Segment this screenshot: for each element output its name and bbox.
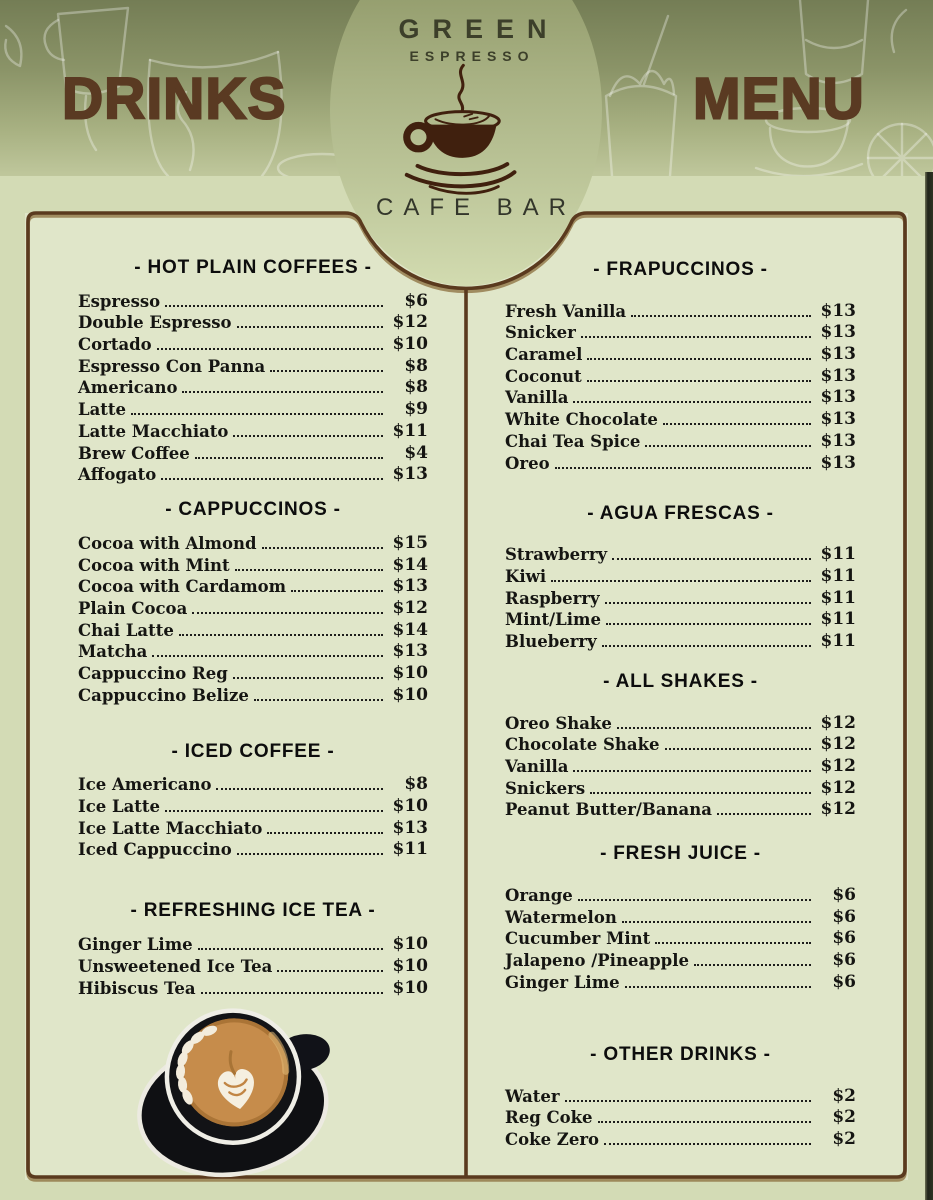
dot-leader bbox=[157, 348, 383, 350]
dot-leader bbox=[201, 992, 383, 994]
item-name: Orange bbox=[505, 886, 573, 906]
item-price: $8 bbox=[404, 377, 428, 398]
menu-item-row bbox=[505, 754, 856, 776]
dot-leader bbox=[131, 413, 383, 415]
item-price: $13 bbox=[392, 464, 428, 485]
item-name: Raspberry bbox=[505, 588, 600, 608]
item-name: Latte bbox=[78, 400, 127, 420]
section-items bbox=[505, 1084, 856, 1149]
menu-item-row bbox=[505, 970, 856, 992]
menu-item-row bbox=[505, 564, 856, 586]
item-name: Oreo Shake bbox=[505, 713, 612, 733]
item-price: $11 bbox=[392, 839, 428, 860]
item-price: $12 bbox=[820, 777, 856, 798]
dot-leader bbox=[612, 558, 811, 560]
item-name: Reg Coke bbox=[505, 1108, 593, 1128]
section-items bbox=[505, 543, 856, 651]
dot-leader bbox=[179, 634, 383, 636]
menu-item-row bbox=[78, 596, 428, 618]
item-name: Ice Americano bbox=[78, 775, 212, 795]
menu-item-row bbox=[505, 905, 856, 927]
item-price: $10 bbox=[392, 934, 428, 955]
menu-item-row bbox=[505, 629, 856, 651]
menu-item-row bbox=[505, 798, 856, 820]
menu-item-row bbox=[78, 419, 428, 441]
dot-leader bbox=[578, 899, 811, 901]
dot-leader bbox=[267, 832, 383, 834]
menu-item-row bbox=[78, 354, 428, 376]
item-name: Iced Cappuccino bbox=[78, 840, 232, 860]
menu-item-row bbox=[78, 397, 428, 419]
item-price: $13 bbox=[820, 300, 856, 321]
dot-leader bbox=[152, 655, 383, 657]
dot-leader bbox=[717, 813, 811, 815]
section-title: - ALL SHAKES - bbox=[603, 670, 758, 693]
dot-leader bbox=[617, 727, 811, 729]
menu-item-row bbox=[505, 776, 856, 798]
dot-leader bbox=[606, 623, 811, 625]
item-price: $13 bbox=[820, 430, 856, 451]
dot-leader bbox=[165, 305, 383, 307]
item-name: Water bbox=[505, 1086, 560, 1106]
menu-section bbox=[78, 739, 428, 860]
dot-leader bbox=[598, 1121, 811, 1123]
dot-leader bbox=[555, 467, 811, 469]
brand-subtitle: ESPRESSO bbox=[409, 48, 535, 64]
item-name: Fresh Vanilla bbox=[505, 301, 627, 321]
item-price: $12 bbox=[820, 712, 856, 733]
item-price: $6 bbox=[832, 928, 856, 949]
menu-item-row bbox=[78, 531, 428, 553]
dot-leader bbox=[233, 677, 383, 679]
item-price: $8 bbox=[404, 774, 428, 795]
item-name: Americano bbox=[78, 378, 178, 398]
section-title: - OTHER DRINKS - bbox=[590, 1043, 771, 1066]
section-items bbox=[78, 289, 428, 484]
menu-item-row bbox=[505, 543, 856, 565]
item-name: Cappuccino Reg bbox=[78, 664, 228, 683]
dot-leader bbox=[573, 401, 811, 403]
item-price: $6 bbox=[832, 885, 856, 906]
menu-section bbox=[78, 497, 428, 705]
menu-item-row bbox=[78, 376, 428, 398]
menu-item-row bbox=[505, 883, 856, 905]
menu-item-row bbox=[505, 342, 856, 364]
dot-leader bbox=[551, 580, 811, 582]
menu-item-row bbox=[78, 640, 428, 662]
dot-leader bbox=[237, 326, 383, 328]
menu-section bbox=[505, 841, 856, 991]
item-name: Snickers bbox=[505, 778, 586, 798]
menu-item-row bbox=[505, 429, 856, 451]
dot-leader bbox=[625, 986, 811, 988]
item-name: Ice Latte Macchiato bbox=[78, 818, 263, 838]
dot-leader bbox=[605, 602, 811, 604]
dot-leader bbox=[291, 590, 383, 592]
item-name: Ginger Lime bbox=[78, 935, 193, 955]
menu-item-row bbox=[505, 386, 856, 408]
menu-item-row bbox=[505, 733, 856, 755]
dot-leader bbox=[665, 748, 811, 750]
menu-item-row bbox=[505, 1127, 856, 1149]
menu-column-right bbox=[505, 257, 856, 1149]
item-price: $15 bbox=[392, 532, 428, 553]
item-name: Snicker bbox=[505, 323, 576, 343]
dot-leader bbox=[587, 380, 811, 382]
section-title: - REFRESHING ICE TEA - bbox=[130, 900, 376, 922]
menu-item-row bbox=[78, 575, 428, 597]
dot-leader bbox=[198, 948, 383, 950]
item-price: $6 bbox=[832, 950, 856, 971]
item-name: Latte Macchiato bbox=[78, 421, 229, 441]
dot-leader bbox=[195, 457, 383, 459]
dot-leader bbox=[694, 964, 811, 966]
item-price: $11 bbox=[392, 420, 428, 441]
menu-item-row bbox=[78, 794, 428, 816]
dot-leader bbox=[602, 645, 811, 647]
item-name: Matcha bbox=[78, 642, 148, 662]
menu-item-row bbox=[505, 586, 856, 608]
item-name: Jalapeno /Pineapple bbox=[505, 951, 689, 971]
dot-leader bbox=[254, 699, 383, 701]
item-name: Oreo bbox=[505, 453, 550, 473]
dot-leader bbox=[645, 445, 811, 447]
dot-leader bbox=[587, 358, 811, 360]
menu-item-row bbox=[505, 948, 856, 970]
item-price: $11 bbox=[820, 544, 856, 565]
item-name: Mint/Lime bbox=[505, 610, 602, 630]
item-price: $12 bbox=[820, 756, 856, 776]
dot-leader bbox=[581, 336, 811, 338]
section-title: - ICED COFFEE - bbox=[171, 740, 335, 762]
menu-item-row bbox=[505, 1084, 856, 1106]
item-price: $12 bbox=[820, 799, 856, 820]
item-name: Strawberry bbox=[505, 545, 608, 565]
brand-tagline: CAFE BAR bbox=[375, 194, 577, 221]
item-price: $11 bbox=[820, 565, 856, 586]
item-name: Chocolate Shake bbox=[505, 735, 660, 755]
section-items bbox=[505, 883, 856, 991]
menu-item-row bbox=[78, 683, 428, 705]
page-title-drinks: DRINKS bbox=[62, 66, 287, 132]
menu-item-row bbox=[505, 321, 856, 343]
item-price: $12 bbox=[392, 312, 428, 333]
section-items bbox=[78, 773, 428, 860]
item-name: Espresso Con Panna bbox=[78, 356, 266, 376]
item-name: Brew Coffee bbox=[78, 443, 190, 463]
dot-leader bbox=[622, 921, 811, 923]
item-name: Coconut bbox=[505, 366, 582, 386]
menu-item-row bbox=[78, 838, 428, 860]
menu-item-row bbox=[505, 1106, 856, 1128]
menu-column-left bbox=[78, 255, 428, 998]
section-title: - CAPPUCCINOS - bbox=[165, 498, 341, 521]
item-price: $6 bbox=[832, 971, 856, 992]
menu-item-row bbox=[78, 332, 428, 354]
section-title: - AGUA FRESCAS - bbox=[587, 502, 774, 524]
menu-section bbox=[505, 669, 856, 819]
dot-leader bbox=[631, 315, 811, 317]
item-price: $6 bbox=[832, 906, 856, 927]
item-price: $11 bbox=[820, 609, 856, 630]
item-name: Cucumber Mint bbox=[505, 929, 651, 949]
menu-item-row bbox=[78, 932, 428, 954]
menu-item-row bbox=[505, 364, 856, 386]
brand-name: GREEN bbox=[398, 14, 560, 44]
dot-leader bbox=[233, 435, 383, 437]
item-name: Espresso bbox=[78, 291, 161, 311]
dot-leader bbox=[565, 1100, 811, 1102]
menu-item-row bbox=[78, 463, 428, 485]
section-items bbox=[78, 932, 428, 997]
item-price: $10 bbox=[392, 684, 428, 705]
dot-leader bbox=[573, 770, 811, 772]
menu-item-row bbox=[505, 407, 856, 429]
dot-leader bbox=[192, 612, 383, 614]
section-title: - FRAPUCCINOS - bbox=[593, 258, 768, 281]
item-price: $2 bbox=[832, 1085, 856, 1106]
item-price: $13 bbox=[820, 409, 856, 430]
item-price: $13 bbox=[820, 344, 856, 365]
item-price: $10 bbox=[392, 663, 428, 683]
menu-section bbox=[505, 257, 856, 473]
item-price: $6 bbox=[404, 290, 428, 311]
dot-leader bbox=[590, 792, 811, 794]
dot-leader bbox=[663, 423, 811, 425]
item-name: Chai Latte bbox=[78, 620, 174, 640]
dot-leader bbox=[235, 569, 383, 571]
menu-section bbox=[505, 1042, 856, 1149]
item-name: Hibiscus Tea bbox=[78, 978, 196, 998]
section-title: - FRESH JUICE - bbox=[600, 843, 761, 865]
dot-leader bbox=[182, 391, 383, 393]
dot-leader bbox=[277, 970, 383, 972]
item-name: Kiwi bbox=[505, 566, 547, 586]
item-price: $9 bbox=[404, 399, 428, 420]
item-name: Peanut Butter/Banana bbox=[505, 800, 712, 820]
item-name: Vanilla bbox=[505, 388, 569, 408]
item-price: $8 bbox=[404, 355, 428, 376]
menu-item-row bbox=[505, 711, 856, 733]
menu-item-row bbox=[78, 289, 428, 311]
item-price: $10 bbox=[392, 796, 428, 817]
item-price: $13 bbox=[820, 452, 856, 473]
item-name: Chai Tea Spice bbox=[505, 431, 641, 451]
item-price: $13 bbox=[392, 817, 428, 838]
item-name: Cocoa with Cardamom bbox=[78, 577, 287, 597]
item-price: $10 bbox=[392, 977, 428, 998]
menu-item-row bbox=[505, 299, 856, 321]
item-price: $4 bbox=[404, 442, 428, 463]
item-price: $13 bbox=[392, 576, 428, 597]
menu-item-row bbox=[78, 773, 428, 795]
item-name: Unsweetened Ice Tea bbox=[78, 956, 273, 976]
item-name: Blueberry bbox=[505, 631, 597, 651]
item-price: $10 bbox=[392, 334, 428, 355]
dot-leader bbox=[655, 942, 811, 944]
item-price: $13 bbox=[820, 322, 856, 343]
dot-leader bbox=[165, 810, 383, 812]
item-name: Caramel bbox=[505, 345, 583, 365]
section-items bbox=[505, 299, 856, 473]
item-name: Cocoa with Almond bbox=[78, 533, 257, 553]
item-name: Vanilla bbox=[505, 757, 569, 776]
section-items bbox=[78, 531, 428, 705]
menu-item-row bbox=[78, 816, 428, 838]
item-price: $2 bbox=[832, 1128, 856, 1149]
item-name: Affogato bbox=[78, 465, 157, 485]
menu-item-row bbox=[505, 927, 856, 949]
dot-leader bbox=[604, 1143, 811, 1145]
section-title: - HOT PLAIN COFFEES - bbox=[134, 256, 372, 279]
item-price: $10 bbox=[392, 955, 428, 976]
menu-item-row bbox=[505, 608, 856, 630]
item-name: Cocoa with Mint bbox=[78, 555, 230, 575]
menu-item-row bbox=[78, 553, 428, 575]
menu-item-row bbox=[78, 954, 428, 976]
dot-leader bbox=[237, 853, 383, 855]
item-price: $11 bbox=[820, 630, 856, 651]
item-name: Plain Cocoa bbox=[78, 598, 188, 618]
item-price: $13 bbox=[392, 641, 428, 662]
item-name: Coke Zero bbox=[505, 1129, 600, 1149]
item-price: $12 bbox=[820, 734, 856, 755]
section-items bbox=[505, 711, 856, 819]
item-price: $2 bbox=[832, 1107, 856, 1128]
dot-leader bbox=[161, 478, 383, 480]
menu-item-row bbox=[78, 976, 428, 998]
page-edge-shadow bbox=[925, 172, 933, 1200]
item-price: $13 bbox=[820, 365, 856, 386]
menu-item-row bbox=[78, 441, 428, 463]
item-name: Watermelon bbox=[505, 907, 617, 927]
item-name: Ice Latte bbox=[78, 797, 161, 817]
item-price: $11 bbox=[820, 587, 856, 608]
dot-leader bbox=[216, 788, 383, 790]
dot-leader bbox=[270, 370, 383, 372]
item-price: $14 bbox=[392, 619, 428, 640]
item-price: $13 bbox=[820, 387, 856, 408]
menu-item-row bbox=[505, 451, 856, 473]
menu-item-row bbox=[78, 618, 428, 640]
dot-leader bbox=[262, 547, 383, 549]
item-price: $12 bbox=[392, 597, 428, 618]
item-name: Ginger Lime bbox=[505, 972, 620, 992]
item-name: Cortado bbox=[78, 335, 152, 355]
menu-item-row bbox=[78, 661, 428, 683]
page-title-menu: MENU bbox=[693, 66, 865, 132]
menu-section bbox=[78, 898, 428, 997]
menu-section bbox=[78, 255, 428, 484]
item-name: Cappuccino Belize bbox=[78, 685, 249, 705]
item-name: White Chocolate bbox=[505, 410, 658, 430]
menu-item-row bbox=[78, 311, 428, 333]
item-price: $14 bbox=[392, 554, 428, 575]
latte-art-photo bbox=[122, 1002, 344, 1178]
item-name: Double Espresso bbox=[78, 313, 232, 333]
menu-section bbox=[505, 501, 856, 651]
